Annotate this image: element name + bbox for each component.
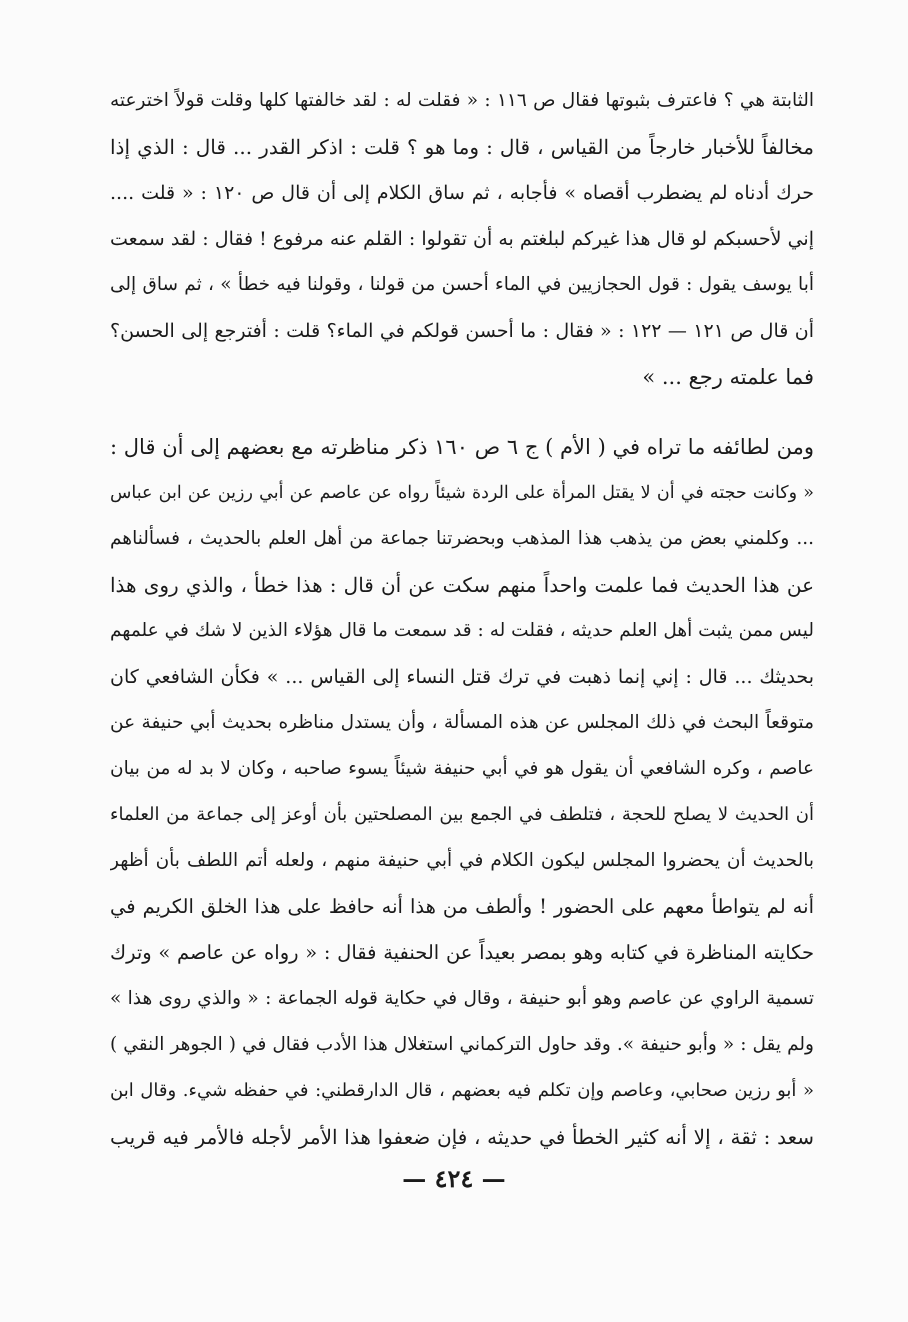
text-line: سعد : ثقة ، إلا أنه كثير الخطأ في حديثه ، فإن ضعفوا هذا الأمر لأجله فالأمر فيه قريب [110,1125,814,1149]
text-line: ولم يقل : « وأبو حنيفة ». وقد حاول التركماني استغلال هذا الأدب فقال في ( الجوهر النقي ) [110,1034,814,1055]
text-line: « أبو رزين صحابي، وعاصم وإن تكلم فيه بعضهم ، قال الدارقطني: في حفظه شيء. وقال ابن [110,1080,814,1101]
quoted-passage-paragraph [110,78,814,400]
text-line: مخالفاً للأخبار خارجاً من القياس ، قال : وما هو ؟ قلت : اذكر القدر ... قال : الذي إذا [110,135,814,159]
text-line: متوقعاً البحث في ذلك المجلس عن هذه المسألة ، وأن يستدل مناظره بحديث أبي حنيفة عن [110,712,814,733]
text-line: فما علمته رجع ... » [642,365,814,389]
text-line: بالحديث أن يحضروا المجلس ليكون الكلام في أبي حنيفة منهم ، ولعله أتم اللطف بأن أظهر [110,850,814,871]
text-line: تسمية الراوي عن عاصم وهو أبو حنيفة ، وقال في حكاية قوله الجماعة : « والذي روى هذا » [110,988,814,1009]
text-line: بحديثك ... قال : إني إنما ذهبت في ترك قتل النساء إلى القياس ... » فكأن الشافعي كان [110,666,814,688]
text-line: عن هذا الحديث فما علمت واحداً منهم سكت عن أن قال : هذا خطأ ، والذي روى هذا [110,573,814,597]
text-line: حرك أدناه لم يضطرب أقصاه » فأجابه ، ثم ساق الكلام إلى أن قال ص ١٢٠ : « قلت .... [110,182,814,204]
text-line: حكايته المناظرة في كتابه وهو بمصر بعيداً عن الحنفية فقال : « رواه عن عاصم » وترك [110,941,814,964]
text-line: أن الحديث لا يصلح للحجة ، فتلطف في الجمع بين المصلحتين بأن أوعز إلى جماعة من العلماء [110,804,814,825]
text-line: ... وكلمني بعض من يذهب هذا المذهب وبحضرتنا جماعة من أهل العلم بالحديث ، فسألناهم [110,528,814,549]
text-line: أنه لم يتواطأ معهم على الحضور ! وألطف من هذا أنه حافظ على هذا الخلق الكريم في [110,895,814,918]
text-line: إني لأحسبكم لو قال هذا غيركم لبلغتم به أن تقولوا : القلم عنه مرفوع ! فقال : لقد سمعت [110,228,814,250]
text-line: أبا يوسف يقول : قول الحجازيين في الماء أحسن من قولنا ، وقولنا فيه خطأ » ، ثم ساق إلى [110,274,814,295]
text-line: ليس ممن يثبت أهل العلم حديثه ، فقلت له : قد سمعت ما قال هؤلاء الذين لا شك في علمهم [110,620,814,641]
text-line: ومن لطائفه ما تراه في ( الأم ) ج ٦ ص ١٦٠ ذكر مناظرته مع بعضهم إلى أن قال : [110,435,814,459]
text-line: الثابتة هي ؟ فاعترف بثبوتها فقال ص ١١٦ : « فقلت له : لقد خالفتها كلها وقلت قولاً اخترعته [110,90,814,111]
text-line: « وكانت حجته في أن لا يقتل المرأة على الردة شيئاً رواه عن عاصم عن أبي رزين عن ابن عباس [110,483,814,503]
page-number: — ٤٢٤ — [402,1164,506,1193]
text-line: أن قال ص ١٢١ — ١٢٢ : « فقال : ما أحسن قولكم في الماء؟ قلت : أفترجع إلى الحسن؟ [110,320,814,342]
main-paragraph [110,424,814,1160]
text-line: عاصم ، وكره الشافعي أن يقول هو في أبي حنيفة شيئاً يسوء صاحبه ، وكان لا بد له من بيان [110,758,814,779]
